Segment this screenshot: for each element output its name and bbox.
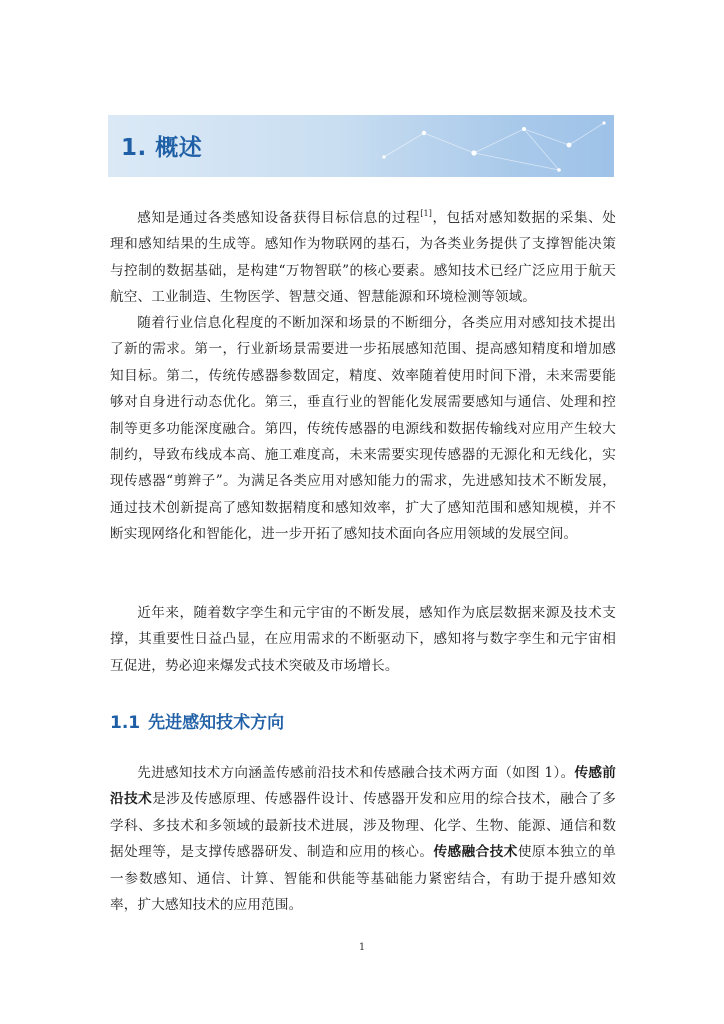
paragraph-trends: 近年来，随着数字孪生和元宇宙的不断发展，感知作为底层数据来源及技术支撑，其重要性日益凸显，在应用需求的不断驱动下，感知将与数字孪生和元宇宙相互促进，势必迎来爆发式技术突破及市场增长。 [110,605,616,674]
section-title: 1. 概述 [121,135,203,161]
network-decoration-icon [354,115,614,177]
paragraph-advanced-sensing: 先进感知技术方向涵盖传感前沿技术和传感融合技术两方面（如图 1）。传感前沿技术是涉及传感原理、传感器件设计、传感器开发和应用的综合技术，融合了多学科、多技术和多领域的最新技术进展，涉及物理、化学、生物、能源、通信和数据处理等，是支撑传感器研发、制造和应用的核心。传感融合技术使原本独立的单一参数感知、通信、计算、智能和供能等基础能力紧密结合，有助于提升感知效率，扩大感知技术的应用范围。 [110,765,617,914]
term-fusion: 传感融合技术 [433,844,518,861]
citation-ref[interactable]: [1] [420,209,433,218]
section-banner [108,115,614,177]
page-number: 1 [358,942,366,953]
subsection-heading: 1.1 先进感知技术方向 [110,713,285,733]
paragraph-needs: 随着行业信息化程度的不断加深和场景的不断细分，各类应用对感知技术提出了新的需求。第一，行业新场景需要进一步拓展感知范围、提高感知精度和增加感知目标。第二，传统传感器参数固定，精度、效率随着使用时间下滑，未来需要能够对自身进行动态优化。第三，垂直行业的智能化发展需要感知与通信、处理和控制等更多功能深度融合。第四，传统传感器的电源线和数据传输线对应用产生较大制约，导致布线成本高、施工难度高，未来需要实现传感器的无源化和无线化，实现传感器“剪辫子”。为满足各类应用对感知能力的需求，先进感知技术不断发展，通过技术创新提高了感知数据精度和感知效率，扩大了感知范围和感知规模，并不断实现网络化和智能化，进一步开拓了感知技术面向各应用领域的发展空间。 [110,315,616,543]
term-frontier: 传感前沿技术 [110,765,617,808]
paragraph-intro: 感知是通过各类感知设备获得目标信息的过程[1]，包括对感知数据的采集、处理和感知结果的生成等。感知作为物联网的基石，为各类业务提供了支撑智能决策与控制的数据基础，是构建“万物智联”的核心要素。感知技术已经广泛应用于航天航空、工业制造、生物医学、智慧交通、智慧能源和环境检测等领域。 [110,209,617,306]
